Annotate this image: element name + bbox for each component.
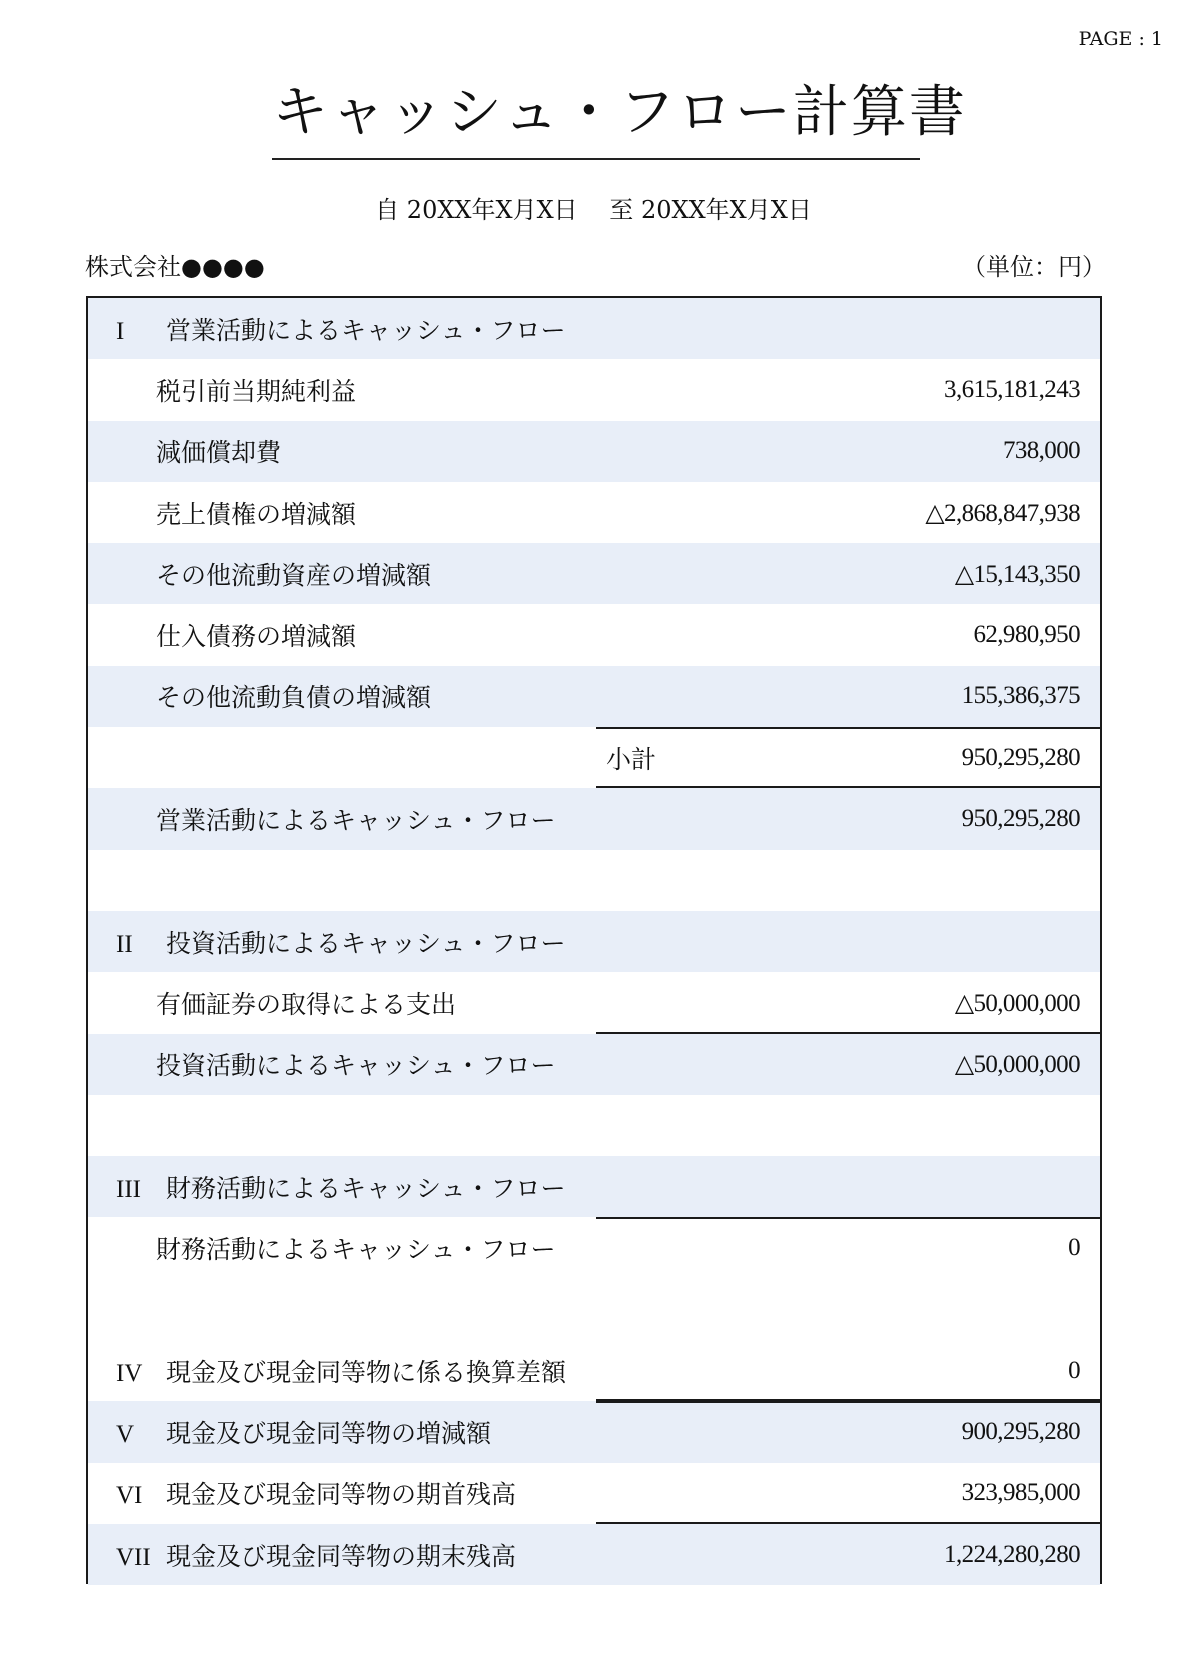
subtotal-label: 小計 [606, 746, 657, 774]
row-amount: 950,295,280 [961, 805, 1080, 833]
statement-row [88, 666, 1100, 727]
statement-row [88, 1156, 1100, 1217]
line-item-label [156, 1046, 556, 1082]
row-label-text: 投資活動によるキャッシュ・フロー [166, 930, 566, 958]
row-label-text: 仕入債務の増減額 [156, 624, 357, 652]
section-heading [116, 311, 566, 347]
statement-row [88, 1095, 1100, 1156]
row-amount: 0 [1068, 1356, 1080, 1384]
line-item-label [156, 495, 356, 531]
section-numeral: IV [116, 1359, 143, 1387]
section-heading [116, 1475, 516, 1511]
line-item-label [156, 678, 431, 714]
statement-row [88, 1034, 1100, 1095]
row-label-text: 税引前当期純利益 [156, 378, 357, 406]
statement-row [88, 788, 1100, 849]
statement-rows [88, 298, 1100, 1585]
row-amount: △15,143,350 [954, 560, 1080, 588]
section-numeral: III [116, 1175, 141, 1203]
row-amount: 950,295,280 [961, 743, 1080, 771]
statement-row [88, 850, 1100, 911]
row-label-text: 現金及び現金同等物の期首残高 [166, 1482, 517, 1510]
page-title: キャッシュ・フロー計算書 [272, 82, 920, 160]
unit-label: （単位：円） [962, 253, 1106, 281]
line-item-label [156, 433, 281, 469]
row-amount: △50,000,000 [954, 989, 1080, 1017]
statement-row [88, 727, 1100, 788]
row-amount: 0 [1068, 1234, 1080, 1262]
section-numeral: II [116, 930, 133, 958]
row-label-text: その他流動負債の増減額 [156, 685, 432, 713]
statement-row [88, 911, 1100, 972]
row-amount: 3,615,181,243 [944, 375, 1080, 403]
statement-row [88, 421, 1100, 482]
row-amount: 1,224,280,280 [944, 1540, 1080, 1568]
company-name: 株式会社●●●● [85, 253, 265, 281]
row-label-text: 財務活動によるキャッシュ・フロー [156, 1237, 556, 1265]
statement-row [88, 604, 1100, 665]
row-amount: △2,868,847,938 [925, 499, 1080, 527]
row-amount: 155,386,375 [961, 682, 1080, 710]
statement-row [88, 972, 1100, 1033]
section-numeral: VI [116, 1482, 143, 1510]
row-label-text: 有価証券の取得による支出 [156, 991, 457, 1019]
page-number: PAGE : 1 [1078, 28, 1163, 50]
statement-row [88, 1340, 1100, 1401]
statement-row [88, 1217, 1100, 1278]
row-label-text: 減価償却費 [156, 440, 282, 468]
section-numeral: VII [116, 1543, 151, 1571]
statement-row [88, 298, 1100, 359]
line-item-label [156, 617, 356, 653]
row-label-text: 財務活動によるキャッシュ・フロー [166, 1175, 566, 1203]
row-label-text: その他流動資産の増減額 [156, 562, 432, 590]
statement-row [88, 482, 1100, 543]
row-amount: 323,985,000 [961, 1479, 1080, 1507]
line-item-label [156, 801, 556, 837]
row-label-text: 営業活動によるキャッシュ・フロー [166, 317, 566, 345]
section-heading [116, 1537, 516, 1573]
section-heading [116, 1169, 566, 1205]
statement-row [88, 1524, 1100, 1585]
row-amount: △50,000,000 [954, 1051, 1080, 1079]
row-label-text: 現金及び現金同等物に係る換算差額 [166, 1359, 567, 1387]
section-numeral: V [116, 1420, 135, 1448]
statement-row [88, 359, 1100, 420]
row-amount: 62,980,950 [973, 621, 1080, 649]
cash-flow-statement-table [86, 296, 1102, 1584]
row-amount: 738,000 [1002, 437, 1080, 465]
row-amount: 900,295,280 [961, 1417, 1080, 1445]
line-item-label [156, 1230, 556, 1266]
statement-row [88, 1401, 1100, 1462]
row-label-text: 現金及び現金同等物の期末残高 [166, 1543, 517, 1571]
row-label-text: 営業活動によるキャッシュ・フロー [156, 808, 556, 836]
period-range: 自 20XX年X月X日 至 20XX年X月X日 [375, 196, 812, 224]
row-label-text: 現金及び現金同等物の増減額 [166, 1420, 492, 1448]
statement-row [88, 1279, 1100, 1340]
section-heading [116, 1353, 566, 1389]
row-label-text: 投資活動によるキャッシュ・フロー [156, 1053, 556, 1081]
line-item-label [156, 372, 356, 408]
section-heading [116, 924, 566, 960]
line-item-label [156, 556, 431, 592]
row-label-text: 売上債権の増減額 [156, 501, 357, 529]
statement-row [88, 543, 1100, 604]
section-heading [116, 1414, 491, 1450]
line-item-label [156, 985, 456, 1021]
statement-row [88, 1463, 1100, 1524]
section-numeral: I [116, 317, 125, 345]
